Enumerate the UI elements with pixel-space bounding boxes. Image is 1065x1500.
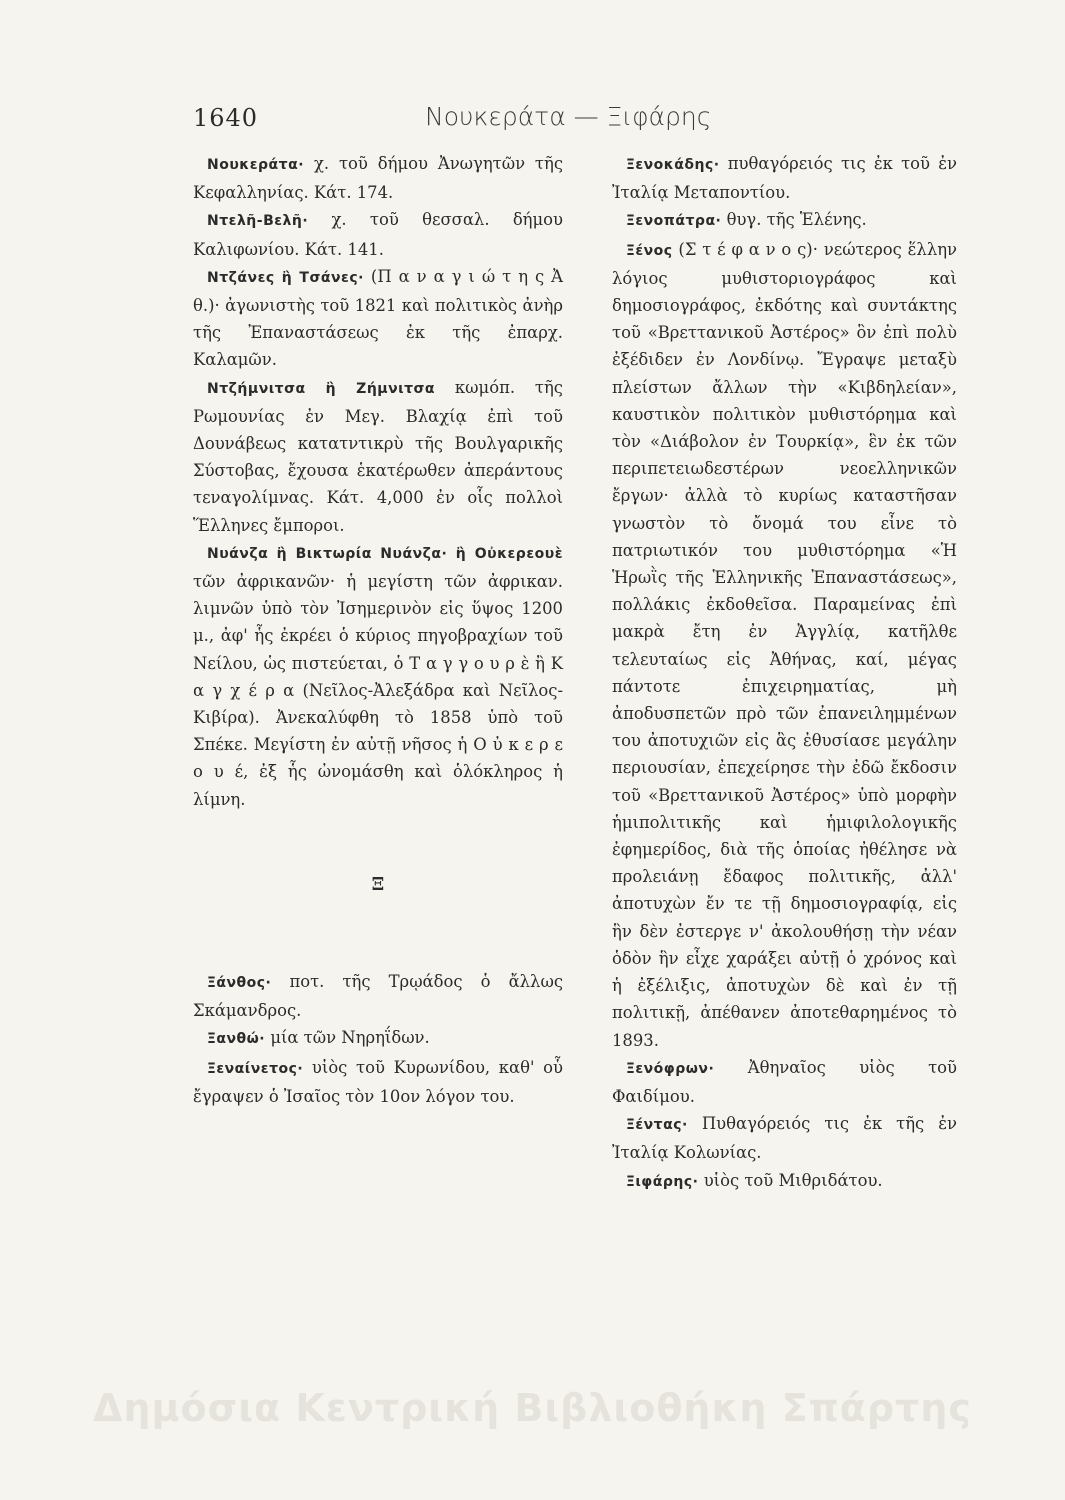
entry-text: υἱὸς τοῦ Μιθριδάτου. [698, 1170, 883, 1190]
entry-headword: Ξενοπάτρα· [626, 213, 722, 230]
left-column [193, 150, 563, 1110]
entry-headword: Ξάνθος· [207, 975, 272, 992]
dictionary-entry [612, 1110, 957, 1166]
entry-headword: Ξεναίνετος· [207, 1060, 304, 1077]
entry-text: χ. τοῦ δήμου Ἀνωγητῶν τῆς Κεφαλληνίας. Κάτ. 174. [193, 154, 563, 203]
dictionary-entry [612, 1167, 957, 1196]
dictionary-entry [193, 539, 563, 813]
dictionary-entry [193, 206, 563, 262]
entry-headword: Ντελῆ-Βελῆ· [207, 213, 309, 230]
entry-headword: Ξιφάρης· [626, 1173, 699, 1190]
dictionary-entry [612, 1054, 957, 1110]
section-letter: Ξ [371, 873, 385, 895]
entry-text: μία τῶν Νηρηΐδων. [265, 1028, 430, 1048]
entry-text: (Σ τ έ φ α ν ο ς)· νεώτερος ἕλλην λόγιος μυθιστοριογράφος καὶ δημοσιογράφος, ἐκδότης καὶ συντάκτης τοῦ «Βρεττανικοῦ Ἀστέρος» ὃν ἐπὶ πολὺ ἐξέδιδεν ἐν Λονδίνῳ. Ἔγραψε μεταξὺ πλείστων ἄλλων τὴν «Κιβδηλείαν», καυστικὸν πολιτικὸν μυθιστόρημα καὶ τὸν «Διάβολον ἐν Τουρκίᾳ», ἓν ἐκ τῶν περιπετειωδεστέρων νεοελληνικῶν ἔργων· ἀλλὰ τὸ κυρίως καταστῆσαν γνωστὸν τὸ ὄνομά του εἶνε τὸ πατριωτικόν του μυθιστόρημα «Ἡ Ἡρωῒς τῆς Ἑλληνικῆς Ἐπαναστάσεως», πολλάκις ἐκδοθεῖσα. Παραμείνας ἐπὶ μακρὰ ἔτη ἐν Ἀγγλίᾳ, κατῆλθε τελευταίως εἰς Ἀθήνας, καί, μέγας πάντοτε ἐπιχειρηματίας, μὴ ἀποδυσπετῶν πρὸ τῶν ἐπανειλημμένων του ἀποτυχιῶν εἰς ἃς ἐθυσίασε μεγάλην περιουσίαν, ἐπεχείρησε τὴν ἐδῶ ἔκδοσιν τοῦ «Βρεττανικοῦ Ἀστέρος» ὑπὸ μορφὴν ἡμιπολιτικῆς καὶ ἡμιφιλολογικῆς ἐφημερίδος, διὰ τῆς ὁποίας ἠθέλησε νὰ προλειάνῃ ἔδαφος πολιτικῆς, ἀλλ' ἀποτυχὼν ἔν τε τῇ δημοσιογραφίᾳ, εἰς ἣν δὲν ἐστεργε ν' ἀκολουθήσῃ τὴν νέαν ὁδὸν ἣν εἶχε χαράξει αὐτῇ ὁ χρόνος καὶ ἡ ἐξέλιξις, ἀποτυχὼν δὲ καὶ ἐν τῇ πολιτικῇ, ἀπέθανεν ἀποτεθαρημένος τὸ 1893. [612, 239, 957, 1050]
entry-headword: Ξενόφρων· [626, 1060, 715, 1077]
dictionary-entry [193, 263, 563, 374]
entry-headword: Νουκεράτα· [207, 157, 305, 173]
entry-headword: Ξενοκάδης· [626, 157, 720, 173]
library-watermark: Δημόσια Κεντρική Βιβλιοθήκη Σπάρτης [93, 1386, 972, 1430]
entry-text: θυγ. τῆς Ἑλένης. [721, 210, 867, 230]
dictionary-entry [193, 968, 563, 1024]
entry-text: (Π α ν α γ ι ώ τ η ς Ἀ θ.)· ἀγωνιστὴς τοῦ 1821 καὶ πολιτικὸς ἀνὴρ τῆς Ἐπαναστάσεως ἐκ τῆς ἐπαρχ. Καλαμῶν. [193, 266, 564, 370]
dictionary-entry [612, 206, 957, 235]
running-title: Νουκεράτα — Ξιφάρης [425, 102, 712, 131]
entry-headword: Νυάνζα ἢ Βικτωρία Νυάνζα· ἢ Οὐκερεουὲ [207, 545, 563, 562]
entry-text: κωμόπ. τῆς Ρωμουνίας ἐν Μεγ. Βλαχίᾳ ἐπὶ τοῦ Δουνάβεως κατατντικρὺ τῆς Βουλγαρικῆς Σύστοβας, ἔχουσα ἑκατέρωθεν ἀπεράντους τεναγολίμνας. Κάτ. 4,000 ἐν οἷς πολλοὶ Ἕλληνες ἔμποροι. [193, 377, 563, 535]
dictionary-entry [612, 236, 957, 1054]
dictionary-entry [193, 1024, 563, 1053]
right-column [612, 150, 957, 1196]
page-number: 1640 [193, 104, 259, 132]
entry-text: Ἀθηναῖος υἱὸς τοῦ Φαιδίμου. [612, 1057, 957, 1106]
entry-text: Πυθαγόρειός τις ἐκ τῆς ἐν Ἰταλίᾳ Κολωνίας. [612, 1114, 957, 1163]
entry-headword: Ξένος [626, 242, 673, 259]
dictionary-entry [193, 150, 563, 206]
entry-text: χ. τοῦ θεσσαλ. δήμου Καλιφωνίου. Κάτ. 141. [193, 210, 563, 259]
entry-text: τῶν ἀφρικανῶν· ἡ μεγίστη τῶν ἀφρικαν. λιμνῶν ὑπὸ τὸν Ἰσημερινὸν εἰς ὕψος 1200 μ., ἀφ' ἧς ἐκρέει ὁ κύριος πηγοβραχίων τοῦ Νείλου, ὡς πιστεύεται, ὁ Τ α γ γ ο υ ρ ὲ ἢ Κ α γ χ έ ρ α (Νεῖλος-Ἀλεξάδρα καὶ Νεῖλος-Κιβίρα). Ἀνεκαλύφθη τὸ 1858 ὑπὸ τοῦ Σπέκε. Μεγίστη ἐν αὐτῇ νῆσος ἡ Ο ὐ κ ε ρ ε ο υ έ, ἐξ ἧς ὠνομάσθη καὶ ὁλόκληρος ἡ λίμνη. [193, 572, 563, 809]
dictionary-entry [193, 374, 563, 539]
page-header [193, 100, 953, 140]
entry-text: υἱὸς τοῦ Κυρωνίδου, καθ' οὗ ἔγραψεν ὁ Ἰσαῖος τὸν 10ον λόγον του. [193, 1057, 563, 1106]
entry-headword: Ντζήμνιτσα ἢ Ζήμνιτσα [207, 380, 436, 397]
entry-headword: Ξανθώ· [207, 1031, 266, 1048]
entry-text: ποτ. τῆς Τρῳάδος ὁ ἄλλως Σκάμανδρος. [193, 972, 563, 1021]
dictionary-entry [612, 150, 957, 206]
entry-headword: Ξέντας· [626, 1117, 688, 1134]
entry-headword: Ντζάνες ἢ Τσάνες· [207, 269, 364, 286]
entry-text: πυθαγόρειός τις ἐκ τοῦ ἐν Ἰταλίᾳ Μεταποντίου. [612, 154, 957, 203]
dictionary-entry [193, 1054, 563, 1110]
